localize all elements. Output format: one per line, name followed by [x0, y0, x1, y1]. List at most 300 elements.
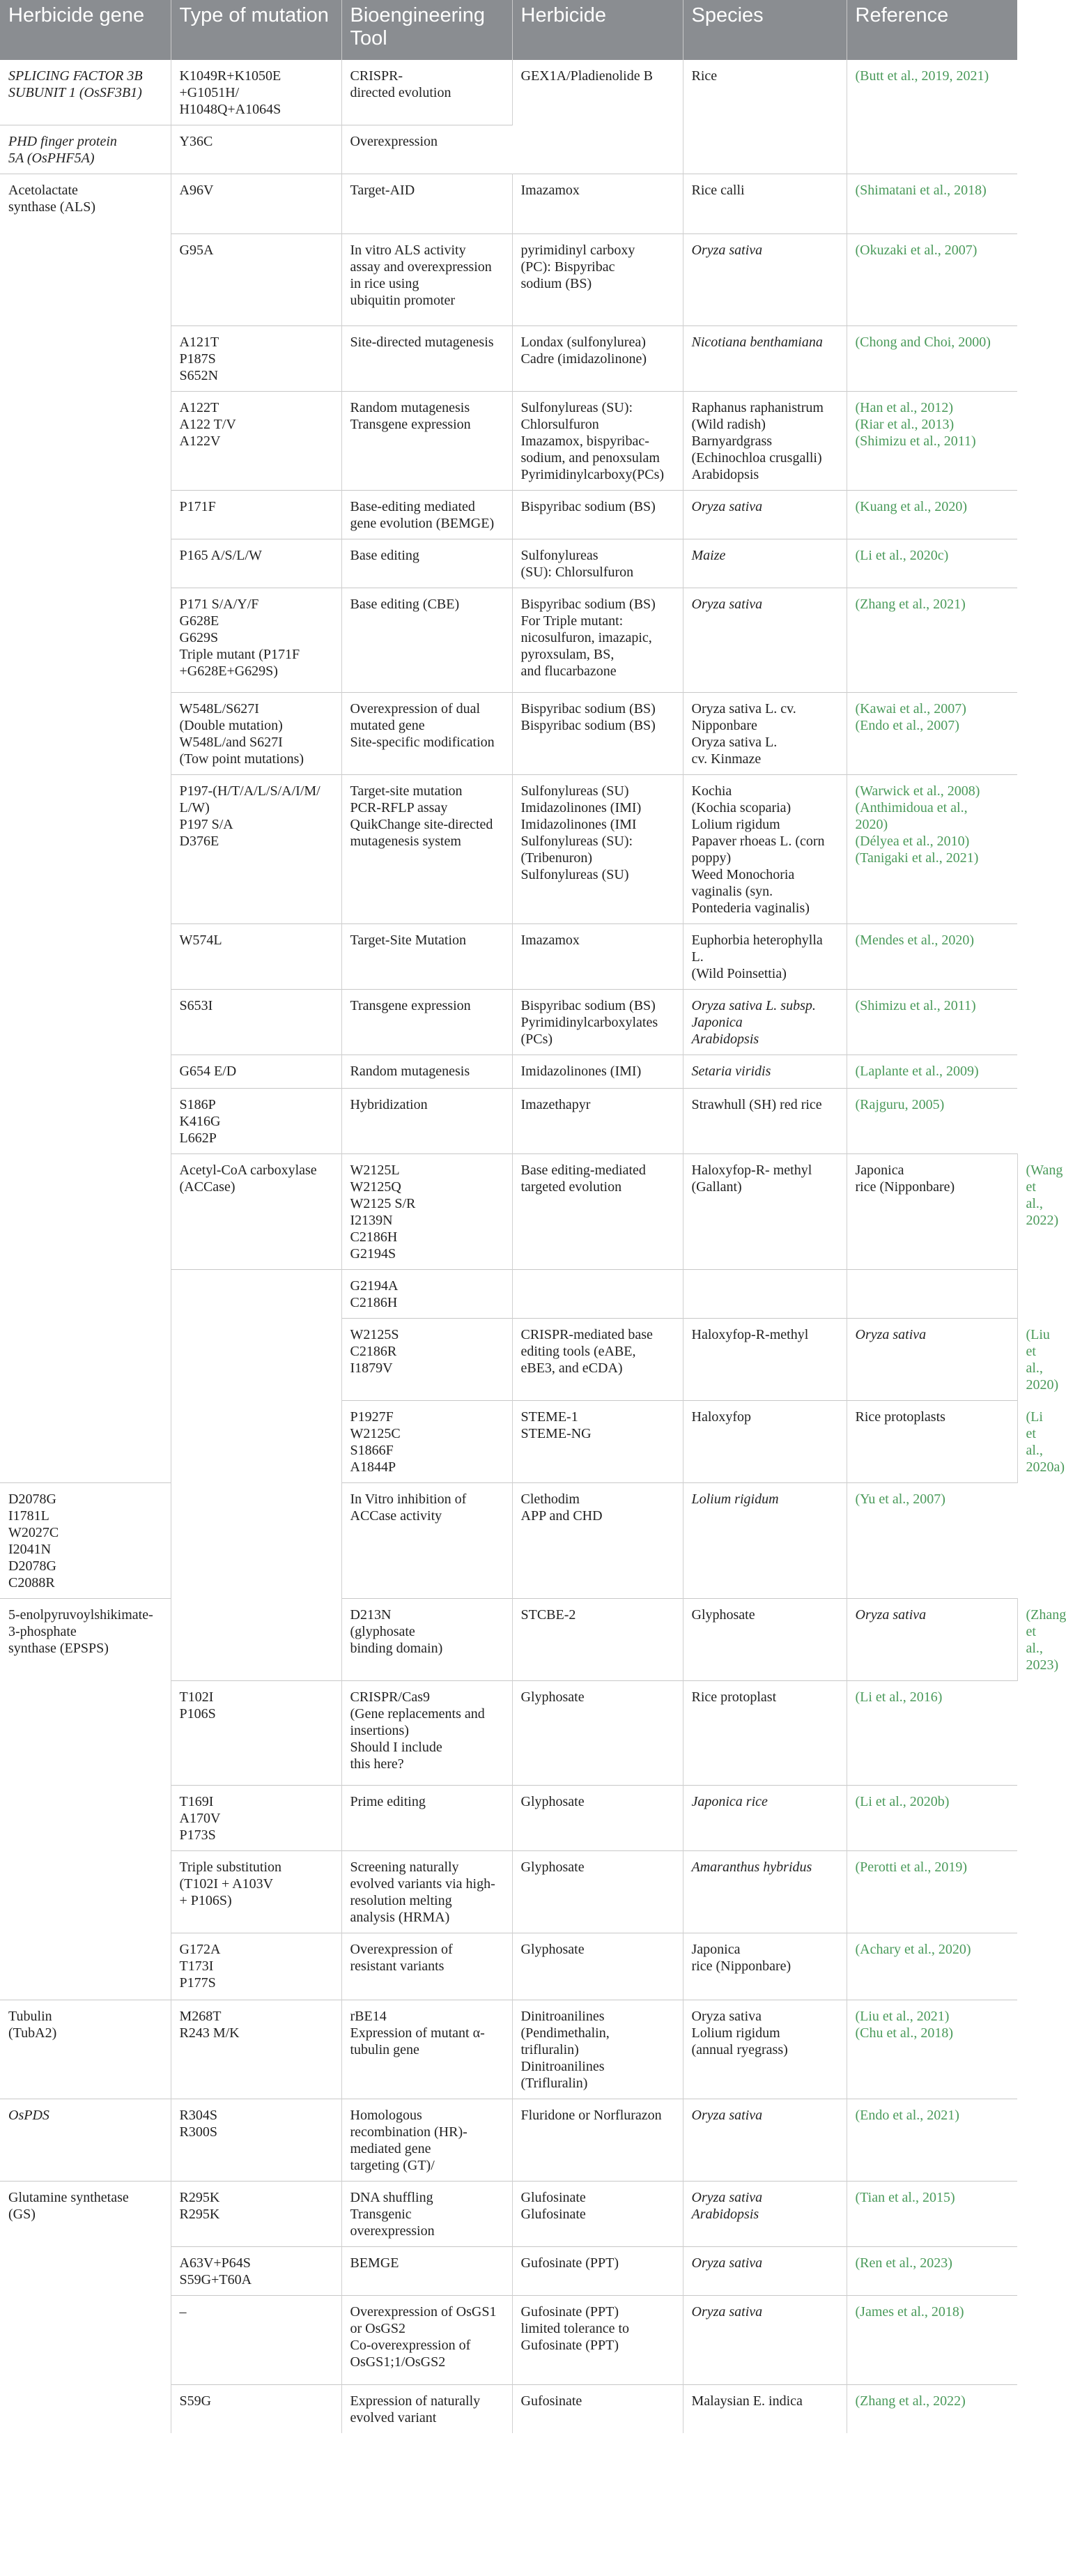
cell-mutation-line: T102I	[179, 1689, 214, 1705]
cell-reference	[847, 924, 1017, 990]
cell-herbicide-line: For Triple mutant:	[520, 613, 624, 629]
cell-reference	[847, 1933, 1017, 2000]
cell-tool-line: Base editing	[350, 548, 419, 563]
cell-tool-line: resolution melting	[350, 1893, 452, 1908]
cell-mutation-line: T169I	[179, 1794, 214, 1809]
cell-reference	[847, 990, 1017, 1055]
cell-species	[683, 1089, 847, 1154]
cell-herbicide-gene-line: Acetolactate	[8, 183, 78, 198]
cell-species	[683, 775, 847, 924]
cell-reference	[847, 588, 1017, 693]
cell-species-line: Japonica	[691, 1015, 743, 1030]
cell-mutation-line: C2186H	[350, 1229, 398, 1245]
cell-herbicide-gene-line: Tubulin	[8, 2009, 52, 2024]
cell-tool	[512, 1599, 683, 1681]
cell-mutation-line: Y36C	[179, 134, 213, 149]
cell-mutation-line: A121T	[179, 335, 219, 350]
cell-species-line: Papaver rhoeas L. (corn	[691, 834, 825, 849]
cell-mutation-line: S653I	[179, 998, 213, 1013]
cell-tool-line: STCBE-2	[520, 1607, 576, 1623]
cell-herbicide-line: Dinitroanilines	[520, 2059, 605, 2074]
cell-species-line: Oryza sativa	[855, 1327, 927, 1342]
cell-herbicide-line: (Trifluralin)	[520, 2076, 588, 2091]
cell-species-line: (annual ryegrass)	[691, 2042, 788, 2057]
cell-reference	[847, 1089, 1017, 1154]
cell-reference	[847, 1055, 1017, 1089]
cell-tool-line: BEMGE	[350, 2255, 399, 2271]
cell-tool-line: Overexpression of	[350, 1942, 453, 1957]
cell-mutation-line: W548L/S627I	[179, 701, 259, 716]
cell-herbicide-line: (PC): Bispyribac	[520, 259, 615, 275]
cell-mutation-line: S59G+T60A	[179, 2272, 252, 2287]
cell-reference-line[interactable]: (Chong and Choi, 2000)	[855, 335, 991, 350]
table-row: 5-enolpyruvoylshikimate- 3-phosphate synthase (EPSPS) D213N (glyphosate binding domain) STCBE-2 Glyphosate Oryza sativa (Zhang et al., 2023)	[0, 1599, 1017, 1681]
cell-reference	[847, 326, 1017, 392]
cell-mutation-line: R243 M/K	[179, 2025, 240, 2041]
cell-species-line: Nipponbare	[691, 718, 757, 733]
cell-herbicide-gene	[171, 1154, 341, 1270]
cell-herbicide	[512, 2000, 683, 2099]
cell-reference	[847, 2385, 1017, 2434]
cell-tool-line: Target-AID	[350, 183, 415, 198]
cell-species-line: rice (Nipponbare)	[855, 1179, 955, 1195]
cell-tool	[341, 1089, 512, 1154]
cell-mutation-line: G654 E/D	[179, 1064, 237, 1079]
cell-species	[683, 693, 847, 775]
cell-reference-line[interactable]: (Zhang et al., 2022)	[855, 2393, 966, 2409]
cell-mutation-line: K1049R+K1050E	[179, 68, 281, 84]
cell-mutation-line: G628E	[179, 613, 219, 629]
cell-reference-line[interactable]: (Tanigaki et al., 2021)	[855, 850, 979, 866]
cell-species	[683, 491, 847, 539]
cell-mutation-line: D2078G	[8, 1558, 56, 1574]
cell-species	[683, 539, 847, 588]
cell-species-line: Oryza sativa L. subsp.	[691, 998, 816, 1013]
cell-tool-line: Overexpression	[350, 134, 438, 149]
cell-reference-line[interactable]: (Okuzaki et al., 2007)	[855, 243, 978, 258]
cell-species-line: Oryza sativa L. cv.	[691, 701, 796, 716]
cell-tool-line: Transgene expression	[350, 417, 471, 432]
cell-herbicide-gene	[0, 60, 171, 125]
cell-herbicide-line: Glyphosate	[520, 1942, 585, 1957]
cell-reference-line[interactable]: (Shimizu et al., 2011)	[855, 998, 976, 1013]
cell-herbicide	[512, 174, 683, 234]
cell-tool-line: or OsGS2	[350, 2321, 405, 2336]
cell-species-line: Lolium rigidum	[691, 1492, 779, 1507]
cell-species-line: Raphanus raphanistrum	[691, 400, 824, 415]
cell-species	[683, 1483, 847, 1599]
cell-herbicide-line: Cadre (imidazolinone)	[520, 351, 647, 367]
cell-reference-line[interactable]: (Délyea et al., 2010)	[855, 834, 970, 849]
cell-mutation	[171, 2296, 341, 2385]
cell-species-line: rice (Nipponbare)	[691, 1958, 791, 1974]
cell-mutation	[341, 1599, 512, 1681]
cell-herbicide	[512, 990, 683, 1055]
cell-herbicide	[512, 1483, 683, 1599]
cell-herbicide	[512, 1055, 683, 1089]
cell-tool-line: eBE3, and eCDA)	[520, 1360, 623, 1376]
cell-reference-line[interactable]: (Shimizu et al., 2011)	[855, 434, 976, 449]
cell-herbicide	[512, 1851, 683, 1933]
cell-mutation-line: (Double mutation)	[179, 718, 283, 733]
cell-reference-line[interactable]: (Butt et al., 2019, 2021)	[855, 68, 989, 84]
cell-species-line: Oryza sativa	[691, 597, 763, 612]
cell-reference-line[interactable]: (Li et al., 2020b)	[855, 1794, 950, 1809]
cell-tool-line: Transgene expression	[350, 998, 471, 1013]
cell-species	[683, 1933, 847, 2000]
cell-herbicide-gene	[0, 2182, 171, 2434]
cell-herbicide	[683, 1319, 847, 1401]
cell-tool	[341, 2182, 512, 2247]
cell-reference-line[interactable]: (Li et al., 2020c)	[855, 548, 949, 563]
cell-mutation-line: A122T	[179, 400, 219, 415]
cell-species-line: Rice protoplast	[691, 1689, 777, 1705]
cell-tool-line: Overexpression of dual	[350, 701, 481, 716]
cell-tool-line: Screening naturally	[350, 1860, 459, 1875]
cell-tool-line: STEME-NG	[520, 1426, 592, 1441]
cell-reference-line[interactable]: (Mendes et al., 2020)	[855, 933, 975, 948]
cell-herbicide-gene-line: PHD finger protein	[8, 134, 117, 149]
cell-tool	[341, 1483, 512, 1599]
header-reference: Reference	[847, 0, 1017, 60]
cell-species-line: Rice calli	[691, 183, 745, 198]
cell-mutation-line: W2125 S/R	[350, 1196, 416, 1211]
cell-reference	[847, 1483, 1017, 1599]
cell-reference	[847, 1681, 1017, 1786]
cell-herbicide-line: sodium (BS)	[520, 276, 592, 291]
cell-tool-line: editing tools (eABE,	[520, 1344, 636, 1359]
cell-reference-line[interactable]: (Shimatani et al., 2018)	[855, 183, 987, 198]
cell-tool-line: Expression of mutant α-	[350, 2025, 485, 2041]
cell-tool	[341, 1055, 512, 1089]
cell-reference-line[interactable]: (Kawai et al., 2007)	[855, 701, 966, 716]
cell-herbicide	[512, 775, 683, 924]
cell-mutation	[341, 1270, 512, 1319]
cell-tool-line: Target-Site Mutation	[350, 933, 467, 948]
cell-herbicide	[512, 2247, 683, 2296]
cell-reference-line[interactable]: (Zhang et al., 2021)	[855, 597, 966, 612]
cell-mutation-line: –	[179, 2304, 187, 2320]
cell-herbicide	[512, 60, 683, 174]
cell-herbicide	[512, 1089, 683, 1154]
header-bioengineering-tool: Bioengineering Tool	[341, 0, 512, 60]
cell-herbicide-line: sodium, and penoxsulam	[520, 450, 660, 466]
cell-species-line: Maize	[691, 548, 726, 563]
cell-reference-line[interactable]: (Endo et al., 2021)	[855, 2108, 959, 2123]
cell-herbicide-line: limited tolerance to	[520, 2321, 629, 2336]
cell-tool	[341, 775, 512, 924]
cell-tool-line: targeting (GT)/	[350, 2158, 435, 2173]
cell-tool-line: Random mutagenesis	[350, 1064, 470, 1079]
cell-species-line: poppy)	[691, 850, 732, 866]
cell-tool	[341, 2000, 512, 2099]
cell-reference-line[interactable]: (Endo et al., 2007)	[855, 718, 959, 733]
cell-tool	[341, 1786, 512, 1851]
cell-reference	[847, 392, 1017, 491]
cell-reference-line[interactable]: (Tian et al., 2015)	[855, 2190, 955, 2205]
cell-species-line: cv. Kinmaze	[691, 751, 762, 767]
cell-species	[683, 234, 847, 326]
cell-reference-line[interactable]: (Achary et al., 2020)	[855, 1942, 971, 1957]
cell-reference-line[interactable]: (Liu et al., 2021)	[855, 2009, 950, 2024]
cell-tool	[341, 174, 512, 234]
cell-herbicide	[512, 326, 683, 392]
cell-tool-line: Prime editing	[350, 1794, 426, 1809]
cell-mutation	[171, 2099, 341, 2182]
cell-tool-line: DNA shuffling	[350, 2190, 433, 2205]
cell-tool-line: Random mutagenesis	[350, 400, 470, 415]
cell-herbicide-gene	[0, 174, 171, 1483]
cell-tool-line: OsGS1;1/OsGS2	[350, 2354, 446, 2370]
cell-reference-line[interactable]: (Anthimidoua et al.,	[855, 800, 968, 815]
cell-mutation-line: R295K	[179, 2190, 220, 2205]
cell-species-line: Weed Monochoria	[691, 867, 795, 882]
cell-reference-line[interactable]: (Warwick et al., 2008)	[855, 783, 980, 799]
cell-tool-line: tubulin gene	[350, 2042, 419, 2057]
cell-herbicide-line: Imazamox, bispyribac-	[520, 434, 649, 449]
cell-species-line: Malaysian E. indica	[691, 2393, 803, 2409]
cell-tool-line: assay and overexpression	[350, 259, 492, 275]
cell-mutation-line: R304S	[179, 2108, 217, 2123]
cell-tool-line: Should I include	[350, 1740, 442, 1755]
cell-species	[683, 2247, 847, 2296]
cell-tool-line: Transgenic	[350, 2207, 412, 2222]
cell-species-line: Oryza sativa	[691, 2009, 762, 2024]
cell-mutation	[171, 539, 341, 588]
cell-reference-line[interactable]: (Kuang et al., 2020)	[855, 499, 968, 514]
cell-reference-line[interactable]: (Han et al., 2012)	[855, 400, 954, 415]
cell-mutation-line: A63V+P64S	[179, 2255, 251, 2271]
cell-herbicide-gene	[0, 125, 171, 174]
cell-mutation-line: + P106S)	[179, 1893, 232, 1908]
cell-herbicide-line: Glyphosate	[691, 1607, 755, 1623]
cell-reference-line[interactable]: (Rajguru, 2005)	[855, 1097, 945, 1112]
cell-mutation-line: W2125L	[350, 1163, 400, 1178]
cell-reference-line[interactable]: (Li et al., 2016)	[855, 1689, 943, 1705]
cell-mutation-line: P106S	[179, 1706, 216, 1722]
header-herbicide: Herbicide	[512, 0, 683, 60]
cell-species-line: Japonica	[691, 1942, 741, 1957]
cell-reference-line[interactable]: (James et al., 2018)	[855, 2304, 964, 2320]
cell-mutation-line: Triple mutant (P171F	[179, 647, 300, 662]
cell-species-line: (Kochia scoparia)	[691, 800, 791, 815]
cell-herbicide-line: Imidazolinones (IMI	[520, 817, 637, 832]
cell-herbicide	[683, 1599, 847, 1681]
cell-herbicide-gene-line: 5-enolpyruvoylshikimate-	[8, 1607, 153, 1623]
cell-tool-line: Hybridization	[350, 1097, 428, 1112]
cell-mutation-line: G95A	[179, 243, 214, 258]
cell-tool-line: CRISPR/Cas9	[350, 1689, 430, 1705]
cell-species-line: (Echinochloa crusgalli)	[691, 450, 822, 466]
cell-herbicide	[512, 693, 683, 775]
cell-species-line: Japonica	[855, 1163, 904, 1178]
cell-species	[847, 1599, 1017, 1681]
cell-species-line: Oryza sativa	[691, 2255, 763, 2271]
cell-tool	[512, 1401, 683, 1483]
cell-tool	[341, 326, 512, 392]
cell-herbicide-gene-line: 5A (OsPHF5A)	[8, 151, 95, 166]
cell-herbicide-line: Sulfonylureas	[520, 548, 598, 563]
cell-species	[683, 1055, 847, 1089]
cell-herbicide-gene	[0, 2099, 171, 2182]
cell-herbicide	[512, 234, 683, 326]
cell-mutation-line: W2027C	[8, 1525, 59, 1540]
cell-reference	[847, 2296, 1017, 2385]
cell-herbicide-line: (PCs)	[520, 1032, 553, 1047]
cell-mutation-line: C2186H	[350, 1295, 398, 1310]
cell-mutation	[171, 775, 341, 924]
cell-herbicide-line: Pyrimidinylcarboxy(PCs)	[520, 467, 665, 482]
cell-mutation	[171, 392, 341, 491]
cell-reference	[847, 1786, 1017, 1851]
cell-herbicide-line: Gufosinate	[520, 2393, 582, 2409]
cell-reference-line[interactable]: 2020)	[855, 817, 888, 832]
cell-herbicide	[683, 1270, 847, 1319]
cell-herbicide	[512, 539, 683, 588]
cell-mutation-line: T173I	[179, 1958, 214, 1974]
cell-species	[683, 588, 847, 693]
cell-reference-line[interactable]: (Laplante et al., 2009)	[855, 1064, 979, 1079]
cell-tool	[341, 693, 512, 775]
cell-mutation-line: I1781L	[8, 1508, 49, 1524]
cell-mutation-line: P173S	[179, 1827, 216, 1843]
cell-mutation-line: I1879V	[350, 1360, 393, 1376]
cell-species-line: Setaria viridis	[691, 1064, 771, 1079]
cell-tool-line: Target-site mutation	[350, 783, 463, 799]
cell-tool-line: Base editing-mediated	[520, 1163, 646, 1178]
cell-reference-line[interactable]: (Riar et al., 2013)	[855, 417, 955, 432]
cell-mutation-line: D213N	[350, 1607, 392, 1623]
table-header-row	[0, 0, 1017, 60]
cell-tool-line: mutated gene	[350, 718, 425, 733]
cell-herbicide-line: Sulfonylureas (SU):	[520, 400, 633, 415]
cell-species-line: Arabidopsis	[691, 1032, 759, 1047]
cell-reference-line[interactable]: (Yu et al., 2007)	[855, 1492, 945, 1507]
cell-herbicide-line: Haloxyfop-R- methyl	[691, 1163, 812, 1178]
cell-herbicide-gene-line: (GS)	[8, 2207, 36, 2222]
cell-tool	[341, 1851, 512, 1933]
cell-mutation-line: I2041N	[8, 1542, 52, 1557]
header-herbicide-gene: Herbicide gene	[0, 0, 171, 60]
cell-species-line: Euphorbia heterophylla L.	[691, 933, 823, 965]
cell-reference-line[interactable]: (Perotti et al., 2019)	[855, 1860, 968, 1875]
cell-herbicide-line: Gufosinate (PPT)	[520, 2304, 619, 2320]
cell-tool	[341, 990, 512, 1055]
cell-herbicide-line: Bispyribac sodium (BS)	[520, 701, 656, 716]
cell-herbicide-line: Bispyribac sodium (BS)	[520, 499, 656, 514]
cell-herbicide-line: Imazamox	[520, 933, 580, 948]
cell-mutation	[0, 1483, 171, 1599]
cell-tool-line: PCR-RFLP assay	[350, 800, 448, 815]
cell-mutation-line: binding domain)	[350, 1641, 443, 1656]
table-row: Acetyl-CoA carboxylase (ACCase) W2125L W2125Q W2125 S/R I2139N C2186H G2194S Base editing-mediated targeted evolution Haloxyfop-R- methyl (Gallant) Japonica rice (Nipponbare) (Wang et al., 2022)	[0, 1154, 1017, 1270]
cell-reference	[847, 234, 1017, 326]
cell-herbicide-gene-line: (ACCase)	[179, 1179, 235, 1195]
cell-herbicide-line: Bispyribac sodium (BS)	[520, 718, 656, 733]
cell-species-line: Barnyardgrass	[691, 434, 773, 449]
cell-herbicide-line: GEX1A/Pladienolide B	[520, 68, 653, 84]
cell-mutation-line: P171 S/A/Y/F	[179, 597, 259, 612]
cell-species-line: Oryza sativa	[691, 499, 763, 514]
table-row: W2125S C2186R I1879V CRISPR-mediated base editing tools (eABE, eBE3, and eCDA) Haloxyfop-R-methyl Oryza sativa (Liu et al., 2020)	[0, 1319, 1017, 1401]
cell-herbicide-line: Gufosinate (PPT)	[520, 2338, 619, 2353]
cell-tool	[512, 1270, 683, 1319]
cell-reference	[847, 2099, 1017, 2182]
cell-tool-line: QuikChange site-directed	[350, 817, 493, 832]
cell-tool	[341, 539, 512, 588]
cell-species-line: Nicotiana benthamiana	[691, 335, 823, 350]
cell-mutation-line: P197 S/A	[179, 817, 233, 832]
cell-species	[847, 1154, 1017, 1270]
cell-tool-line: ACCase activity	[350, 1508, 442, 1524]
cell-herbicide-line: (SU): Chlorsulfuron	[520, 565, 634, 580]
cell-herbicide-line: Glyphosate	[520, 1689, 585, 1705]
cell-herbicide-line: Imazethapyr	[520, 1097, 591, 1112]
cell-tool-line: targeted evolution	[520, 1179, 622, 1195]
cell-mutation-line: I2139N	[350, 1213, 393, 1228]
cell-reference	[847, 2247, 1017, 2296]
cell-mutation-line: A96V	[179, 183, 214, 198]
cell-mutation	[171, 60, 341, 125]
cell-herbicide	[512, 924, 683, 990]
cell-herbicide-gene	[0, 1599, 171, 2000]
cell-mutation	[171, 1851, 341, 1933]
cell-herbicide-gene-line: 3-phosphate	[8, 1624, 77, 1639]
cell-tool-line: Site-specific modification	[350, 735, 495, 750]
cell-tool	[341, 2099, 512, 2182]
cell-herbicide-line: and flucarbazone	[520, 664, 617, 679]
cell-mutation-line: M268T	[179, 2009, 222, 2024]
cell-mutation	[171, 693, 341, 775]
cell-mutation	[341, 1154, 512, 1270]
cell-species	[683, 2099, 847, 2182]
cell-mutation	[171, 234, 341, 326]
cell-mutation-line: +G1051H/	[179, 85, 240, 100]
cell-reference-line[interactable]: (Ren et al., 2023)	[855, 2255, 952, 2271]
cell-herbicide-line: Sulfonylureas (SU)	[520, 783, 629, 799]
cell-tool	[512, 1154, 683, 1270]
cell-tool-line: gene evolution (BEMGE)	[350, 516, 495, 531]
cell-herbicide	[683, 1154, 847, 1270]
cell-herbicide-line: Fluridone or Norflurazon	[520, 2108, 662, 2123]
cell-herbicide-gene	[171, 1270, 341, 1681]
cell-reference-line[interactable]: (Chu et al., 2018)	[855, 2025, 954, 2041]
cell-herbicide-line: (Pendimethalin,	[520, 2025, 610, 2041]
cell-reference	[847, 491, 1017, 539]
cell-herbicide-line: Chlorsulfuron	[520, 417, 599, 432]
cell-reference	[847, 693, 1017, 775]
cell-mutation	[341, 1319, 512, 1401]
cell-herbicide-gene	[0, 2000, 171, 2099]
cell-species-line: (Wild radish)	[691, 417, 766, 432]
cell-tool	[341, 588, 512, 693]
cell-mutation-line: P177S	[179, 1975, 216, 1991]
cell-herbicide-line: Gufosinate (PPT)	[520, 2255, 619, 2271]
cell-mutation	[341, 1401, 512, 1483]
cell-herbicide-line: Glyphosate	[520, 1860, 585, 1875]
cell-species-line: Arabidopsis	[691, 467, 759, 482]
table-row	[0, 1483, 1017, 1599]
cell-species-line: Oryza sativa	[691, 243, 763, 258]
cell-mutation-line: D376E	[179, 834, 219, 849]
cell-herbicide-line: Imidazolinones (IMI)	[520, 800, 642, 815]
cell-tool-line: rBE14	[350, 2009, 387, 2024]
cell-mutation-line: P187S	[179, 351, 216, 367]
cell-herbicide-gene-line: synthase (ALS)	[8, 199, 95, 215]
cell-mutation	[171, 1786, 341, 1851]
cell-tool-line: Expression of naturally	[350, 2393, 481, 2409]
cell-mutation-line: R295K	[179, 2207, 220, 2222]
